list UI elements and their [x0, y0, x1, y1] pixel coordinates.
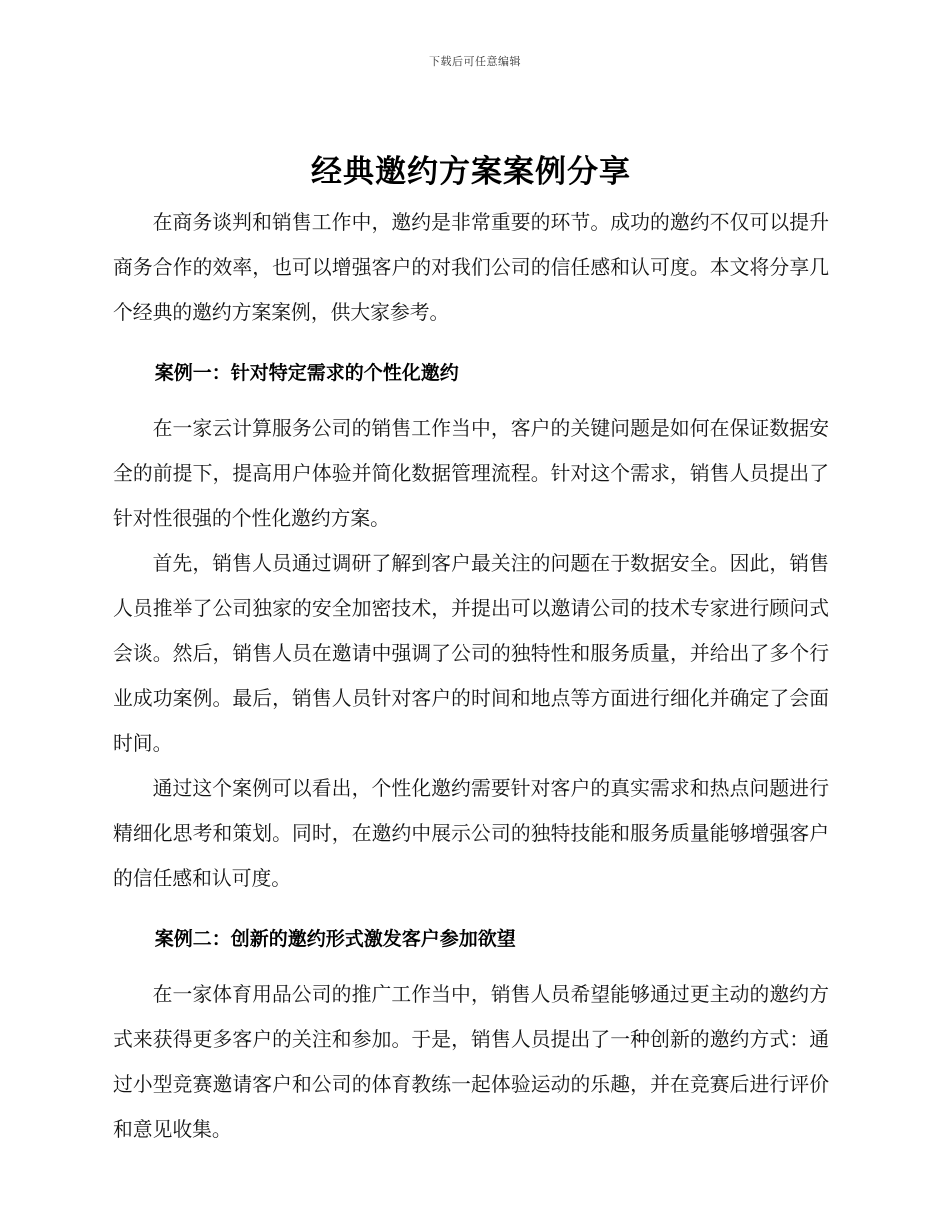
document-title: 经典邀约方案案例分享 — [311, 154, 631, 190]
case1-paragraph-1: 在一家云计算服务公司的销售工作当中，客户的关键问题是如何在保证数据安全的前提下，提高用户体验并简化数据管理流程。针对这个需求，销售人员提出了针对性很强的个性化邀约方案。 — [113, 417, 829, 530]
page-header: 下载后可任意编辑 — [429, 55, 521, 68]
case2-heading: 案例二：创新的邀约形式激发客户参加欲望 — [154, 928, 516, 950]
document-body — [113, 150, 829, 1152]
case1-paragraph-2: 首先，销售人员通过调研了解到客户最关注的问题在于数据安全。因此，销售人员推举了公司独家的安全加密技术，并提出可以邀请公司的技术专家进行顾问式会谈。然后，销售人员在邀请中强调了公司的独特性和服务质量，并给出了多个行业成功案例。最后，销售人员针对客户的时间和地点等方面进行细化并确定了会面时间。 — [113, 552, 829, 755]
case1-heading: 案例一：针对特定需求的个性化邀约 — [154, 362, 459, 384]
case2-paragraph-1: 在一家体育用品公司的推广工作当中，销售人员希望能够通过更主动的邀约方式来获得更多客户的关注和参加。于是，销售人员提出了一种创新的邀约方式：通过小型竞赛邀请客户和公司的体育教练一起体验运动的乐趣，并在竞赛后进行评价和意见收集。 — [113, 983, 829, 1141]
intro-paragraph: 在商务谈判和销售工作中，邀约是非常重要的环节。成功的邀约不仅可以提升商务合作的效率，也可以增强客户的对我们公司的信任感和认可度。本文将分享几个经典的邀约方案案例，供大家参考。 — [113, 211, 829, 324]
case1-paragraph-3: 通过这个案例可以看出，个性化邀约需要针对客户的真实需求和热点问题进行精细化思考和策划。同时，在邀约中展示公司的独特技能和服务质量能够增强客户的信任感和认可度。 — [113, 777, 829, 890]
